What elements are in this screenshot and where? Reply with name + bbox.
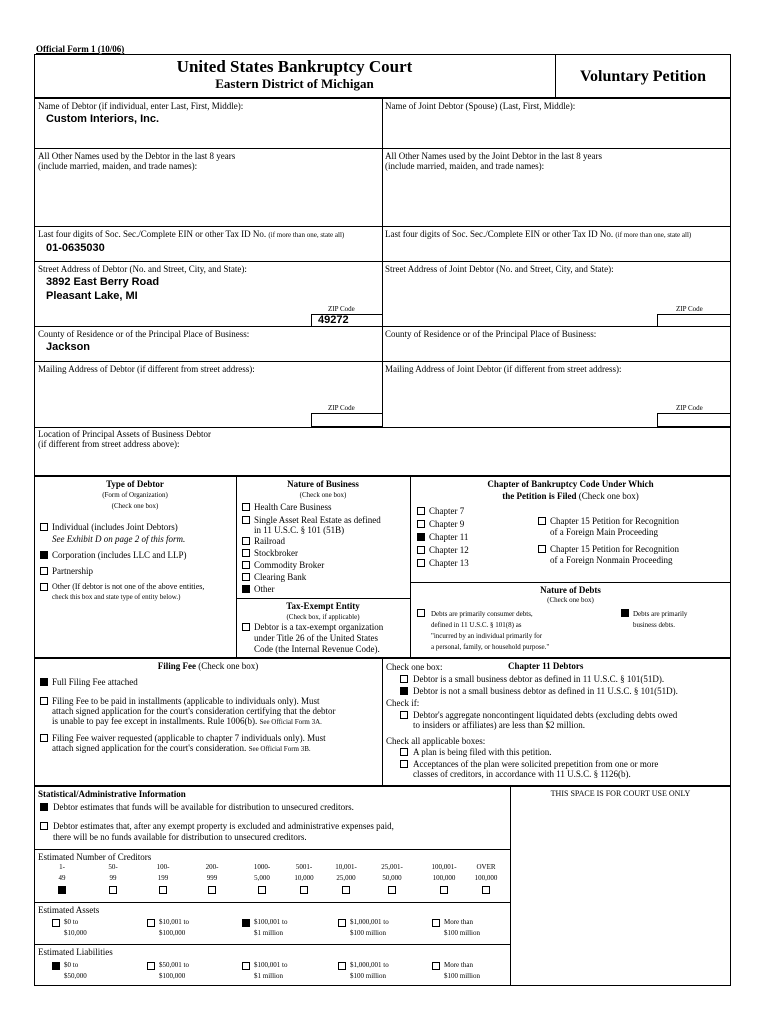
creditors-range — [143, 862, 183, 884]
mailing-label: Mailing Address of Debtor (if different from street address): — [38, 364, 255, 374]
consumer-debts-checkbox[interactable] — [417, 609, 425, 617]
chapter-15-main-label: Chapter 15 Petition for Recognition — [550, 516, 679, 526]
creditors-checkbox[interactable] — [58, 886, 66, 894]
creditors-checkbox[interactable] — [300, 886, 308, 894]
other-entity-label-2: check this box and state type of entity below.) — [52, 593, 181, 601]
court-title: United States Bankruptcy Court — [176, 57, 413, 76]
other-names-label-1: All Other Names used by the Debtor in the last 8 years — [38, 151, 236, 161]
chapter-13-checkbox[interactable] — [417, 559, 425, 567]
zip-label: ZIP Code — [328, 305, 355, 313]
business-debts-2: business debts. — [633, 621, 675, 629]
range-high: 99 — [109, 874, 117, 882]
chapter-12-label: Chapter 12 — [429, 545, 469, 555]
range-high: $1 million — [254, 972, 283, 980]
joint-other-names-label-2: (include married, maiden, and trade names): — [385, 161, 545, 171]
ch11-title: Chapter 11 Debtors — [508, 661, 584, 671]
range-low: 10,001- — [335, 863, 357, 871]
debtor-name[interactable]: Custom Interiors, Inc. — [46, 113, 160, 125]
range-low: $1,000,001 to — [350, 918, 389, 926]
creditors-range — [42, 862, 82, 884]
fee-waiver-2: attach signed application for the court's consideration. See Official Form 3B. — [52, 743, 311, 753]
nature-item-railroad: Railroad — [254, 536, 285, 546]
range-low: 25,001- — [381, 863, 403, 871]
ch11-check-if: Check if: — [386, 698, 420, 708]
ssn-label: Last four digits of Soc. Sec./Complete EIN or other Tax ID No. (if more than one, state all) — [38, 229, 345, 239]
range-high: $100 million — [444, 929, 480, 937]
partnership-label: Partnership — [52, 566, 93, 576]
assets-checkbox[interactable] — [242, 919, 250, 927]
small-business-label: Debtor is a small business debtor as defined in 11 U.S.C. § 101(51D). — [413, 674, 665, 684]
range-high: 10,000 — [294, 874, 314, 882]
liabilities-range — [64, 960, 87, 982]
chapter-11-label: Chapter 11 — [429, 532, 469, 542]
acceptances-checkbox[interactable] — [400, 760, 408, 768]
fee-waiver-1: Filing Fee waiver requested (applicable to chapter 7 individuals only). Must — [52, 733, 326, 743]
ch11-check-one: Check one box: — [386, 662, 443, 672]
health-care-checkbox[interactable] — [242, 503, 250, 511]
range-high: $100 million — [350, 929, 386, 937]
individual-note: See Exhibit D on page 2 of this form. — [52, 534, 186, 544]
tax-exempt-line-1: Debtor is a tax-exempt organization — [254, 622, 384, 632]
commodity-broker-checkbox[interactable] — [242, 561, 250, 569]
consumer-debts-1: Debts are primarily consumer debts, — [431, 610, 533, 618]
creditors-range — [466, 862, 506, 884]
joint-name-label: Name of Joint Debtor (Spouse) (Last, First, Middle): — [385, 101, 576, 111]
liabilities-checkbox[interactable] — [432, 962, 440, 970]
clearing-bank-checkbox[interactable] — [242, 573, 250, 581]
corporation-checkbox[interactable] — [40, 551, 48, 559]
range-high: 50,000 — [382, 874, 402, 882]
chapter-title-1: Chapter of Bankruptcy Code Under Which — [487, 479, 654, 489]
funds-available-label: Debtor estimates that funds will be available for distribution to unsecured creditors. — [53, 802, 354, 812]
nature-item-clearing: Clearing Bank — [254, 572, 307, 582]
fee-waiver-checkbox[interactable] — [40, 734, 48, 742]
full-fee-label: Full Filing Fee attached — [52, 677, 138, 687]
assets-checkbox[interactable] — [147, 919, 155, 927]
joint-street-label: Street Address of Joint Debtor (No. and Street, City, and State): — [385, 264, 614, 274]
range-high: $1 million — [254, 929, 283, 937]
range-high: 5,000 — [254, 874, 270, 882]
creditors-range — [424, 862, 464, 884]
other-entity-checkbox[interactable] — [40, 583, 48, 591]
plan-filed-checkbox[interactable] — [400, 748, 408, 756]
range-low: 50- — [108, 863, 118, 871]
creditors-range — [242, 862, 282, 884]
chapter-15-main-checkbox[interactable] — [538, 517, 546, 525]
chapter-11-checkbox[interactable] — [417, 533, 425, 541]
nature-business-sub: (Check one box) — [299, 491, 347, 499]
liabilities-checkbox[interactable] — [52, 962, 60, 970]
partnership-checkbox[interactable] — [40, 567, 48, 575]
range-low: $10,001 to — [159, 918, 189, 926]
small-business-checkbox[interactable] — [400, 675, 408, 683]
consumer-debts-2: defined in 11 U.S.C. § 101(8) as — [431, 621, 522, 629]
creditors-checkbox[interactable] — [258, 886, 266, 894]
consumer-debts-3: "incurred by an individual primarily for — [431, 632, 543, 640]
acceptances-2: classes of creditors, in accordance with 11 U.S.C. § 1126(b). — [413, 769, 631, 779]
aggregate-debts-2: to insiders or affiliates) are less than $2 million. — [413, 720, 586, 730]
single-asset-checkbox[interactable] — [242, 516, 250, 524]
liabilities-range — [444, 960, 480, 982]
other-business-checkbox[interactable] — [242, 585, 250, 593]
nature-item-health: Health Care Business — [254, 502, 332, 512]
nature-item-other: Other — [254, 584, 275, 594]
joint-zip-box[interactable] — [657, 314, 731, 327]
liabilities-checkbox[interactable] — [242, 962, 250, 970]
assets-checkbox[interactable] — [338, 919, 346, 927]
stats-title: Statistical/Administrative Information — [38, 789, 186, 799]
installments-1: Filing Fee to be paid in installments (applicable to individuals only). Must — [52, 696, 320, 706]
range-high: 999 — [206, 874, 218, 882]
range-high: 100,000 — [474, 874, 498, 882]
tax-exempt-checkbox[interactable] — [242, 623, 250, 631]
business-debts-checkbox[interactable] — [621, 609, 629, 617]
range-high: $10,000 — [64, 929, 87, 937]
other-names-label-2: (include married, maiden, and trade names): — [38, 161, 198, 171]
nature-item-stockbroker: Stockbroker — [254, 548, 298, 558]
range-high: 100,000 — [432, 874, 456, 882]
form-label: Official Form 1 (10/06) — [36, 44, 125, 54]
creditors-checkbox[interactable] — [208, 886, 216, 894]
assets-checkbox[interactable] — [432, 919, 440, 927]
not-small-business-label: Debtor is not a small business debtor as defined in 11 U.S.C. § 101(51D). — [413, 686, 678, 696]
type-of-debtor-sub1: (Form of Organization) — [102, 491, 168, 499]
chapter-title-2: the Petition is Filed (Check one box) — [502, 491, 639, 501]
range-low: $1,000,001 to — [350, 961, 389, 969]
assets-range — [444, 917, 480, 939]
assets-range — [159, 917, 189, 939]
range-high: $100 million — [444, 972, 480, 980]
range-low: 5001- — [295, 863, 313, 871]
no-funds-1: Debtor estimates that, after any exempt property is excluded and administrative expenses paid, — [53, 821, 394, 831]
creditors-checkbox[interactable] — [342, 886, 350, 894]
not-small-business-checkbox[interactable] — [400, 687, 408, 695]
range-low: OVER — [476, 863, 496, 871]
chapter-12-checkbox[interactable] — [417, 546, 425, 554]
creditors-label: Estimated Number of Creditors — [38, 852, 152, 862]
chapter-7-checkbox[interactable] — [417, 507, 425, 515]
creditors-checkbox[interactable] — [482, 886, 490, 894]
nature-item-single-asset-2: in 11 U.S.C. § 101 (51B) — [254, 525, 345, 535]
range-high: $100,000 — [159, 972, 186, 980]
other-entity-label: Other (If debtor is not one of the above entities, — [52, 582, 205, 591]
range-high: $100 million — [350, 972, 386, 980]
petition-title: Voluntary Petition — [579, 68, 707, 85]
liabilities-checkbox[interactable] — [147, 962, 155, 970]
nature-item-commodity: Commodity Broker — [254, 560, 325, 570]
district-title: Eastern District of Michigan — [215, 76, 374, 91]
chapter-9-label: Chapter 9 — [429, 519, 465, 529]
type-of-debtor-title: Type of Debtor — [106, 479, 164, 489]
railroad-checkbox[interactable] — [242, 537, 250, 545]
assets-label: Estimated Assets — [38, 905, 100, 915]
street-line-2[interactable]: Pleasant Lake, MI — [46, 290, 138, 302]
range-low: More than — [444, 961, 473, 969]
individual-label: Individual (includes Joint Debtors) — [52, 522, 178, 532]
chapter-7-label: Chapter 7 — [429, 506, 465, 516]
tax-exempt-line-3: Code (the Internal Revenue Code). — [254, 644, 380, 654]
filing-fee-title: Filing Fee (Check one box) — [157, 661, 259, 671]
range-low: $0 to — [64, 918, 79, 926]
chapter-15-nonmain-checkbox[interactable] — [538, 545, 546, 553]
range-low: 200- — [205, 863, 219, 871]
chapter-15-main-label-2: of a Foreign Main Proceeding — [550, 527, 658, 537]
full-fee-checkbox[interactable] — [40, 678, 48, 686]
joint-county-label: County of Residence or of the Principal Place of Business: — [385, 329, 597, 339]
stats-box — [34, 786, 731, 986]
nature-business-title: Nature of Business — [287, 479, 359, 489]
plan-filed-label: A plan is being filed with this petition. — [413, 747, 552, 757]
installments-checkbox[interactable] — [40, 697, 48, 705]
liabilities-range — [159, 960, 189, 982]
joint-other-names-label-1: All Other Names used by the Joint Debtor in the last 8 years — [385, 151, 602, 161]
acceptances-1: Acceptances of the plan were solicited prepetition from one or more — [413, 759, 659, 769]
liabilities-label: Estimated Liabilities — [38, 947, 113, 957]
range-low: $100,001 to — [254, 918, 288, 926]
tax-exempt-title: Tax-Exempt Entity — [286, 601, 360, 611]
range-low: $100,001 to — [254, 961, 288, 969]
creditors-range — [326, 862, 366, 884]
range-low: 100- — [156, 863, 170, 871]
range-low: 1- — [59, 863, 65, 871]
funds-available-checkbox[interactable] — [40, 803, 48, 811]
corporation-label: Corporation (includes LLC and LLP) — [52, 550, 187, 560]
creditors-range — [93, 862, 133, 884]
chapter-15-nonmain-label: Chapter 15 Petition for Recognition — [550, 544, 679, 554]
consumer-debts-4: a personal, family, or household purpose." — [431, 643, 550, 651]
assets-range — [350, 917, 389, 939]
creditors-checkbox[interactable] — [159, 886, 167, 894]
creditors-checkbox[interactable] — [109, 886, 117, 894]
joint-zip-label: ZIP Code — [676, 305, 703, 313]
range-low: 1000- — [253, 863, 271, 871]
creditors-range — [284, 862, 324, 884]
street-label: Street Address of Debtor (No. and Street, City, and State): — [38, 264, 247, 274]
type-of-debtor-sub2: (Check one box) — [111, 502, 159, 510]
tax-exempt-line-2: under Title 26 of the United States — [254, 633, 378, 643]
no-funds-2: there will be no funds available for distribution to unsecured creditors. — [53, 832, 307, 842]
location-label-1: Location of Principal Assets of Business Debtor — [38, 429, 211, 439]
liabilities-range — [254, 960, 287, 982]
tax-id[interactable]: 01-0635030 — [46, 242, 105, 254]
range-low: 100,001- — [431, 863, 457, 871]
creditors-range — [192, 862, 232, 884]
no-funds-checkbox[interactable] — [40, 822, 48, 830]
ch11-check-all: Check all applicable boxes: — [386, 736, 486, 746]
range-low: $50,001 to — [159, 961, 189, 969]
mailing-zip-label: ZIP Code — [328, 404, 355, 412]
assets-range — [254, 917, 287, 939]
street-line-1[interactable]: 3892 East Berry Road — [46, 276, 160, 288]
chapter-15-nonmain-label-2: of a Foreign Nonmain Proceeding — [550, 555, 673, 565]
assets-checkbox[interactable] — [52, 919, 60, 927]
chapter-13-label: Chapter 13 — [429, 558, 469, 568]
aggregate-debts-checkbox[interactable] — [400, 711, 408, 719]
joint-mailing-label: Mailing Address of Joint Debtor (if different from street address): — [385, 364, 622, 374]
installments-3: is unable to pay fee except in installments. Rule 1006(b). See Official Form 3A. — [52, 716, 322, 726]
stockbroker-checkbox[interactable] — [242, 549, 250, 557]
zip-value: 49272 — [318, 314, 349, 326]
joint-mailing-zip-box[interactable] — [657, 413, 731, 427]
nature-debts-sub: (Check one box) — [547, 596, 594, 604]
range-high: 49 — [58, 874, 66, 882]
joint-ssn-label: Last four digits of Soc. Sec./Complete EIN or other Tax ID No. (if more than one, state all) — [385, 229, 692, 239]
county-label: County of Residence or of the Principal Place of Business: — [38, 329, 250, 339]
installments-2: attach signed application for the court's consideration certifying that the debtor — [52, 706, 336, 716]
liabilities-checkbox[interactable] — [338, 962, 346, 970]
joint-mailing-zip-label: ZIP Code — [676, 404, 703, 412]
creditors-range — [372, 862, 412, 884]
tax-exempt-sub: (Check box, if applicable) — [286, 613, 360, 621]
assets-range — [64, 917, 87, 939]
nature-item-single-asset: Single Asset Real Estate as defined — [254, 515, 381, 525]
business-debts-1: Debts are primarily — [633, 610, 688, 618]
county-value[interactable]: Jackson — [46, 341, 91, 353]
range-low: More than — [444, 918, 473, 926]
range-high: $50,000 — [64, 972, 87, 980]
aggregate-debts-1: Debtor's aggregate noncontingent liquidated debts (excluding debts owed — [413, 710, 678, 720]
range-low: $0 to — [64, 961, 79, 969]
creditors-checkbox[interactable] — [388, 886, 396, 894]
creditors-checkbox[interactable] — [440, 886, 448, 894]
range-high: 25,000 — [336, 874, 356, 882]
chapter-9-checkbox[interactable] — [417, 520, 425, 528]
mailing-zip-box[interactable] — [311, 413, 383, 427]
individual-checkbox[interactable] — [40, 523, 48, 531]
nature-debts-title: Nature of Debts — [540, 585, 601, 595]
range-high: $100,000 — [159, 929, 186, 937]
liabilities-range — [350, 960, 389, 982]
location-label-2: (if different from street address above): — [38, 439, 180, 449]
debtor-name-label: Name of Debtor (if individual, enter Last, First, Middle): — [38, 101, 244, 111]
range-high: 199 — [157, 874, 169, 882]
court-use-only: THIS SPACE IS FOR COURT USE ONLY — [550, 789, 691, 798]
